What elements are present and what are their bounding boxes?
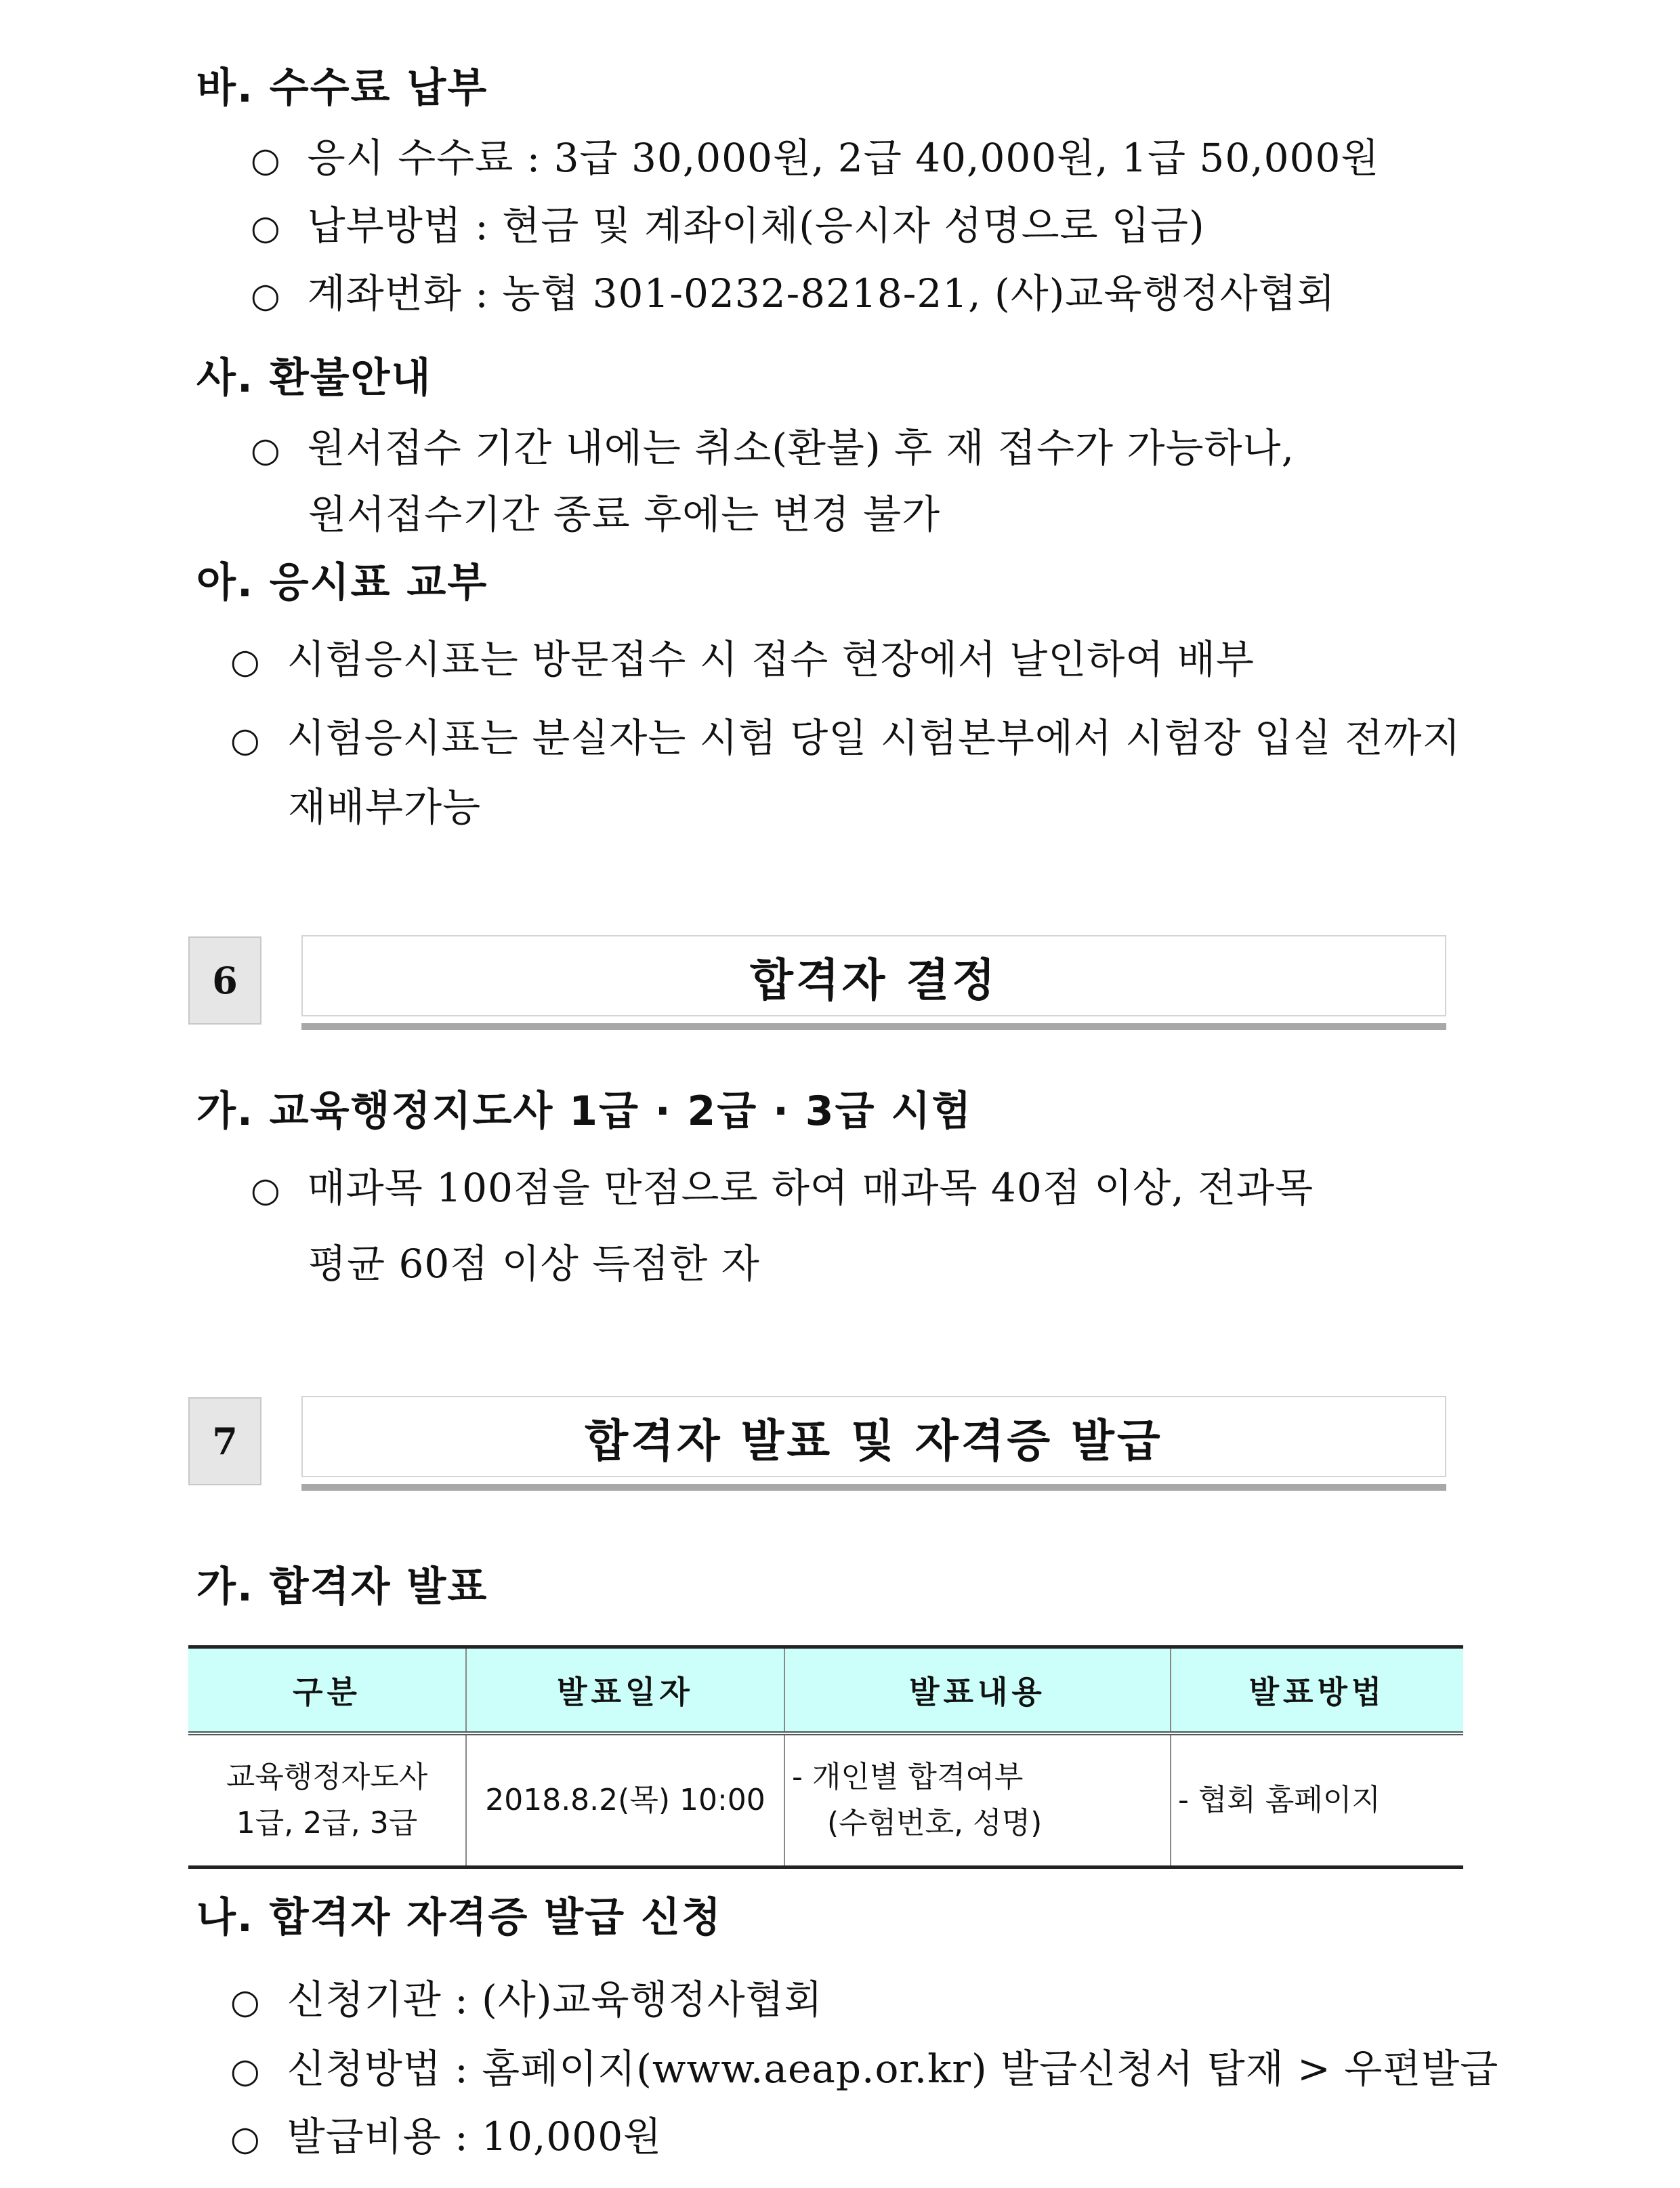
account-number-text: 계좌번화 : 농협 301-0232-8218-21, (사)교육행정사협회	[307, 270, 1336, 316]
circle-bullet-icon: ○	[230, 1982, 260, 2021]
apply-institution-text: 신청기관 : (사)교육행정사협회	[287, 1977, 823, 2023]
section-heading-fee: 바. 수수료 납부	[196, 64, 488, 112]
list-item	[251, 270, 1336, 316]
circle-bullet-icon: ○	[230, 2119, 260, 2158]
section-heading-refund: 사. 환불안내	[196, 354, 432, 402]
section-title-announcement: 합격자 발표 및 자격증 발급	[301, 1396, 1446, 1477]
pass-criteria-text: 매과목 100점을 만점으로 하여 매과목 40점 이상, 전과목	[307, 1165, 1314, 1211]
payment-method-text: 납부방법 : 현금 및 계좌이체(응시자 성명으로 입금)	[307, 203, 1205, 249]
list-item	[251, 135, 1380, 181]
section-heading-announcement: 가. 합격자 발표	[196, 1563, 488, 1611]
circle-bullet-icon: ○	[251, 430, 280, 470]
section-number-6: 6	[188, 936, 261, 1025]
section-heading-exam: 가. 교육행정지도사 1급 · 2급 · 3급 시험	[196, 1088, 973, 1135]
refund-text-continued: 원서접수기간 종료 후에는 변경 불가	[308, 491, 941, 537]
list-item	[251, 1165, 1314, 1211]
section-heading-certificate: 나. 합격자 자격증 발급 신청	[196, 1894, 722, 1941]
table-cell-content	[784, 1733, 1171, 1867]
table-cell-date: 2018.8.2(목) 10:00	[466, 1733, 784, 1867]
announcement-table	[188, 1645, 1463, 1869]
circle-bullet-icon: ○	[230, 2051, 260, 2090]
table-header-date: 발표일자	[466, 1647, 784, 1734]
issue-fee-text: 발급비용 : 10,000원	[287, 2113, 663, 2160]
apply-method-text: 신청방법 : 홈페이지(www.aeap.or.kr) 발급신청서 탑재 > 우편발급	[287, 2046, 1499, 2092]
refund-text: 원서접수 기간 내에는 취소(환불) 후 재 접수가 가능하나,	[307, 425, 1295, 471]
list-item	[230, 2046, 1499, 2092]
section-heading-admission-ticket: 아. 응시표 교부	[196, 559, 488, 606]
list-item	[251, 203, 1205, 249]
ticket-reissue-text-continued: 재배부가능	[288, 784, 482, 830]
category-line-1: 교육행정자도사	[226, 1759, 428, 1794]
section-title-pass-decision: 합격자 결정	[301, 935, 1446, 1016]
table-row	[188, 1733, 1463, 1867]
circle-bullet-icon: ○	[251, 1170, 280, 1210]
section-title-shadow	[301, 1023, 1446, 1030]
pass-criteria-text-continued: 평균 60점 이상 득점한 자	[308, 1241, 760, 1287]
content-line-1: - 개인별 합격여부	[792, 1759, 1024, 1794]
table-header-content: 발표내용	[784, 1647, 1171, 1734]
table-header-method: 발표방법	[1171, 1647, 1463, 1734]
list-item	[251, 425, 1295, 471]
category-line-2: 1급, 2급, 3급	[236, 1806, 418, 1840]
circle-bullet-icon: ○	[251, 276, 280, 315]
section-title-shadow	[301, 1484, 1446, 1491]
list-item	[230, 715, 1461, 761]
content-line-2: (수험번호, 성명)	[827, 1806, 1043, 1840]
table-cell-method: - 협회 홈페이지	[1171, 1733, 1463, 1867]
ticket-issue-text: 시험응시표는 방문접수 시 접수 현장에서 날인하여 배부	[287, 636, 1255, 682]
fee-amount-text: 응시 수수료 : 3급 30,000원, 2급 40,000원, 1급 50,000원	[307, 135, 1380, 181]
table-cell-category	[188, 1733, 466, 1867]
list-item	[230, 1977, 823, 2023]
section-number-7: 7	[188, 1397, 261, 1485]
circle-bullet-icon: ○	[230, 720, 260, 760]
table-header-row	[188, 1647, 1463, 1734]
table-header-category: 구분	[188, 1647, 466, 1734]
list-item	[230, 636, 1255, 682]
circle-bullet-icon: ○	[251, 208, 280, 247]
ticket-reissue-text: 시험응시표는 분실자는 시험 당일 시험본부에서 시험장 입실 전까지	[287, 715, 1461, 761]
circle-bullet-icon: ○	[230, 642, 260, 681]
circle-bullet-icon: ○	[251, 140, 280, 180]
list-item	[230, 2113, 663, 2160]
